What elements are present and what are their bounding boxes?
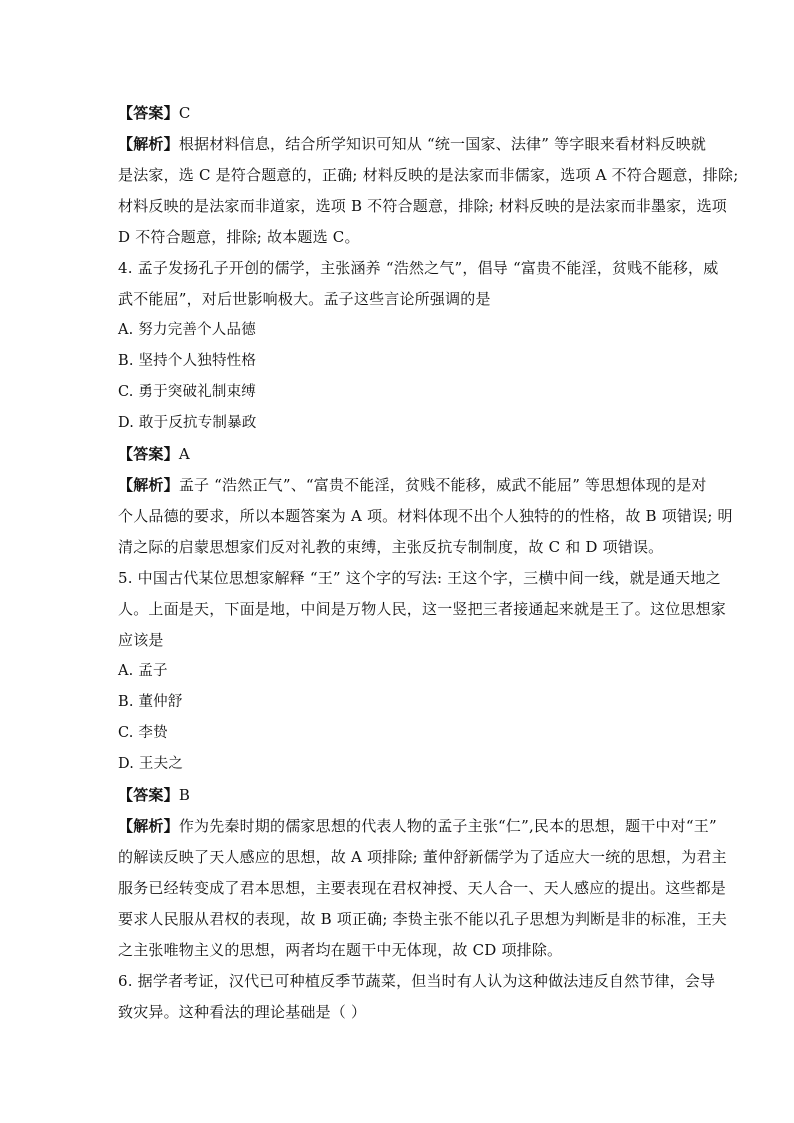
answer-value: B (178, 786, 191, 804)
answer-tag: 【答案】 (118, 104, 179, 122)
question-4-stem-cont: 武不能屈”，对后世影响极大。孟子这些言论所强调的是 (118, 290, 491, 308)
answer-value: C (178, 104, 191, 122)
analysis-text: 孟子 “浩然正气”、“富贵不能淫，贫贱不能移，威武不能屈” 等思想体现的是对 (178, 476, 707, 494)
analysis-text-line: 要求人民服从君权的表现，故 B 项正确; 李贽主张不能以孔子思想为判断是非的标准，王夫 (118, 910, 727, 928)
analysis-text-line: 之主张唯物主义的思想，两者均在题干中无体现，故 CD 项排除。 (118, 941, 563, 959)
question-4-stem: 4. 孟子发扬孔子开创的儒学，主张涵养 “浩然之气”，倡导 “富贵不能淫，贫贱不能移，威 (118, 259, 719, 277)
analysis-tag: 【解析】 (118, 817, 179, 835)
analysis-text: 作为先秦时期的儒家思想的代表人物的孟子主张“仁”,民本的思想，题干中对“王” (178, 817, 717, 835)
question-5-option-c: C. 李贽 (118, 725, 168, 741)
analysis-text: 根据材料信息，结合所学知识可知从 “统一国家、法律” 等字眼来看材料反映就 (178, 135, 707, 153)
answer-line-q5 (118, 780, 676, 811)
analysis-text-line: 服务已经转变成了君本思想，主要表现在君权神授、天人合一、天人感应的提出。这些都是 (118, 879, 727, 897)
analysis-tag: 【解析】 (118, 135, 179, 153)
answer-line-q4 (118, 439, 676, 470)
question-5-option-d: D. 王夫之 (118, 756, 184, 772)
analysis-text-line: 清之际的启蒙思想家们反对礼教的束缚，主张反抗专制制度，故 C 和 D 项错误。 (118, 538, 664, 556)
question-4-option-d: D. 敢于反抗专制暴政 (118, 415, 257, 431)
answer-line-q3 (118, 98, 676, 129)
question-6-stem-cont: 致灾异。这种看法的理论基础是（ ） (118, 1003, 367, 1021)
document-page (118, 98, 739, 1028)
analysis-line-q3 (118, 129, 707, 160)
question-5-option-b: B. 董仲舒 (118, 694, 183, 710)
analysis-line-q4 (118, 470, 707, 501)
analysis-text-line: D 不符合题意，排除; 故本题选 C。 (118, 228, 360, 246)
analysis-text-line: 的解读反映了天人感应的思想，故 A 项排除; 董仲舒新儒学为了适应大一统的思想，为君主 (118, 848, 727, 866)
question-5-stem-cont: 人。上面是天，下面是地，中间是万物人民，这一竖把三者接通起来就是王了。这位思想家 (118, 600, 727, 618)
analysis-text-line: 个人品德的要求，所以本题答案为 A 项。材料体现不出个人独特的的性格，故 B 项错误; 明 (118, 507, 733, 525)
analysis-line-q5 (118, 811, 717, 842)
question-4-option-c: C. 勇于突破礼制束缚 (118, 384, 256, 400)
question-5-stem: 5. 中国古代某位思想家解释 “王” 这个字的写法: 王这个字，三横中间一线，就是通天地之 (118, 569, 721, 587)
analysis-text-line: 材料反映的是法家而非道家，选项 B 不符合题意，排除; 材料反映的是法家而非墨家，选项 (118, 197, 727, 215)
question-4-option-b: B. 坚持个人独特性格 (118, 353, 257, 369)
analysis-text-line: 是法家，选 C 是符合题意的，正确; 材料反映的是法家而非儒家，选项 A 不符合题意，排除; (118, 166, 739, 184)
analysis-tag: 【解析】 (118, 476, 179, 494)
answer-tag: 【答案】 (118, 786, 179, 804)
question-5-stem-cont: 应该是 (118, 631, 164, 649)
question-4-option-a: A. 努力完善个人品德 (118, 322, 256, 338)
answer-tag: 【答案】 (118, 445, 179, 463)
answer-value: A (178, 445, 190, 463)
question-5-option-a: A. 孟子 (118, 663, 168, 679)
question-6-stem: 6. 据学者考证，汉代已可种植反季节蔬菜，但当时有人认为这种做法违反自然节律，会导 (118, 972, 716, 990)
